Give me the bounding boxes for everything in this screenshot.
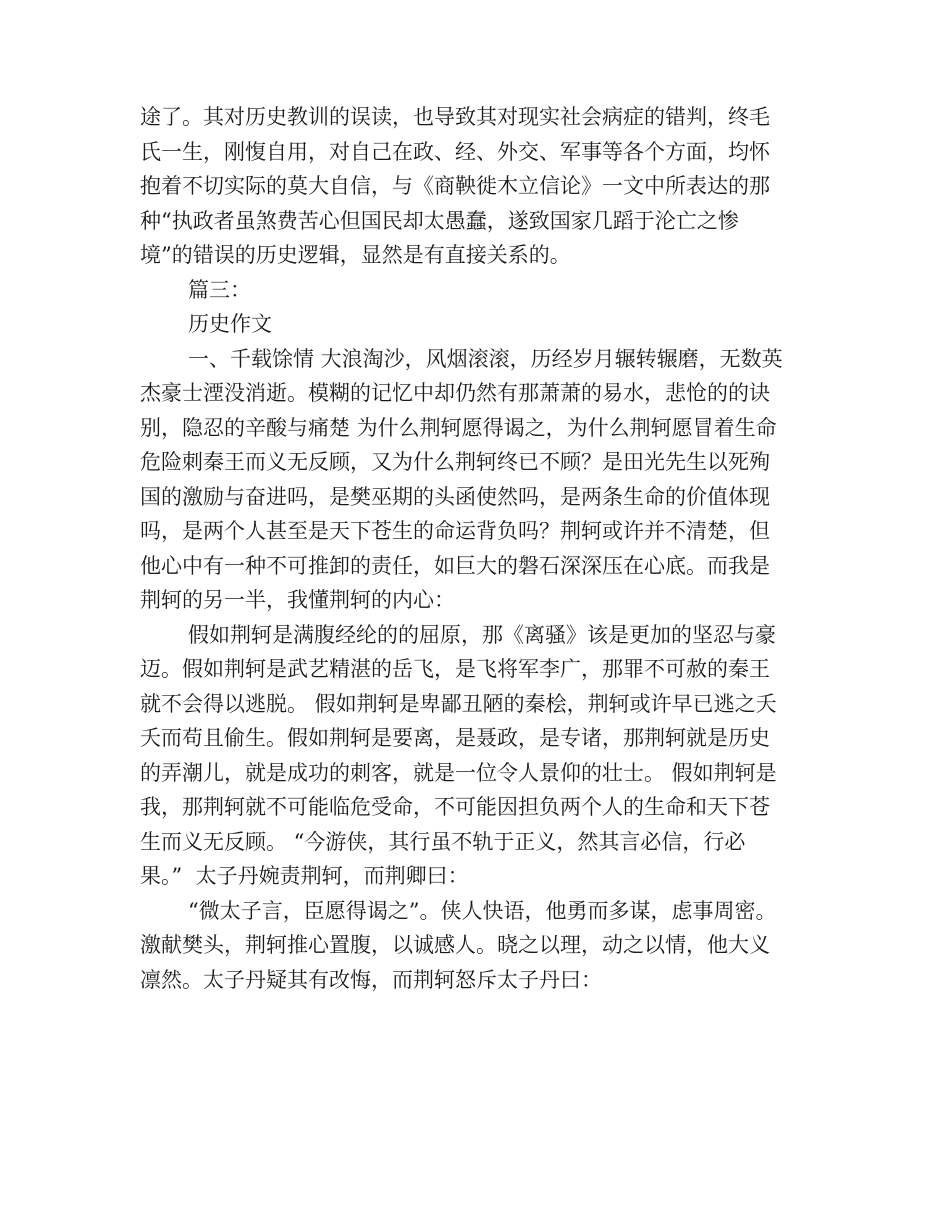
text-line: 就不会得以逃脱。 假如荆轲是卑鄙丑陋的秦桧，荆轲或许早已逃之夭 — [140, 691, 777, 716]
text-line: 荆轲的另一半，我懂荆轲的内心： — [140, 588, 455, 612]
text-line: 迈。假如荆轲是武艺精湛的岳飞，是飞将军李广，那罪不可赦的秦王 — [140, 657, 770, 681]
text-line: 我，那荆轲就不可能临危受命，不可能因担负两个人的生命和天下苍 — [140, 795, 770, 819]
text-line: 抱着不切实际的莫大自信，与《商鞅徙木立信论》一文中所表达的那 — [140, 174, 770, 198]
text-line: 吗，是两个人甚至是天下苍生的命运背负吗？荆轲或许并不清楚，但 — [140, 519, 770, 543]
text-line: 历史作文 — [188, 312, 272, 336]
text-line: 境”的错误的历史逻辑，显然是有直接关系的。 — [140, 243, 571, 267]
text-line: 氏一生，刚愎自用，对自己在政、经、外交、军事等各个方面，均怀 — [140, 139, 770, 164]
text-line: 的弄潮儿，就是成功的刺客，就是一位令人景仰的壮士。 假如荆轲是 — [140, 760, 777, 785]
text-line: 果。” 太子丹婉责荆轲，而荆卿曰： — [140, 864, 469, 888]
text-line: “微太子言，臣愿得谒之”。侠人快语，他勇而多谋，虑事周密。 — [188, 898, 777, 923]
text-line: 种“执政者虽煞费苦心但国民却太愚蠢，遂致国家几蹈于沦亡之惨 — [140, 208, 739, 233]
text-line: 假如荆轲是满腹经纶的的屈原，那《离骚》该是更加的坚忍与豪 — [188, 622, 776, 647]
text-line: 危险刺秦王而义无反顾，又为什么荆轲终已不顾？是田光先生以死殉 — [140, 450, 770, 474]
text-line: 他心中有一种不可推卸的责任，如巨大的磐石深深压在心底。而我是 — [140, 553, 770, 578]
text-line: 国的激励与奋进吗，是樊巫期的头函使然吗，是两条生命的价值体现 — [140, 484, 770, 509]
text-line: 生而义无反顾。 “今游侠，其行虽不轨于正义，然其言必信，行必 — [140, 829, 746, 854]
text-line: 激献樊头，荆轲推心置腹，以诚感人。晓之以理，动之以情，他大义 — [140, 933, 770, 957]
text-line: 篇三： — [188, 277, 251, 302]
text-line: 夭而苟且偷生。假如荆轲是要离，是聂政，是专诸，那荆轲就是历史 — [140, 726, 770, 750]
text-line: 杰豪士湮没消逝。模糊的记忆中却仍然有那萧萧的易水，悲怆的的诀 — [140, 381, 770, 405]
text-line: 凛然。太子丹疑其有改悔，而荆轲怒斥太子丹曰： — [140, 967, 602, 992]
text-line: 别，隐忍的辛酸与痛楚 为什么荆轲愿得谒之，为什么荆轲愿冒着生命 — [140, 415, 777, 440]
text-line: 一、千载馀情 大浪淘沙，风烟滚滚，历经岁月辗转辗磨，无数英 — [188, 346, 783, 371]
document-body — [140, 100, 820, 997]
text-line: 途了。其对历史教训的误读，也导致其对现实社会病症的错判，终毛 — [140, 105, 770, 129]
